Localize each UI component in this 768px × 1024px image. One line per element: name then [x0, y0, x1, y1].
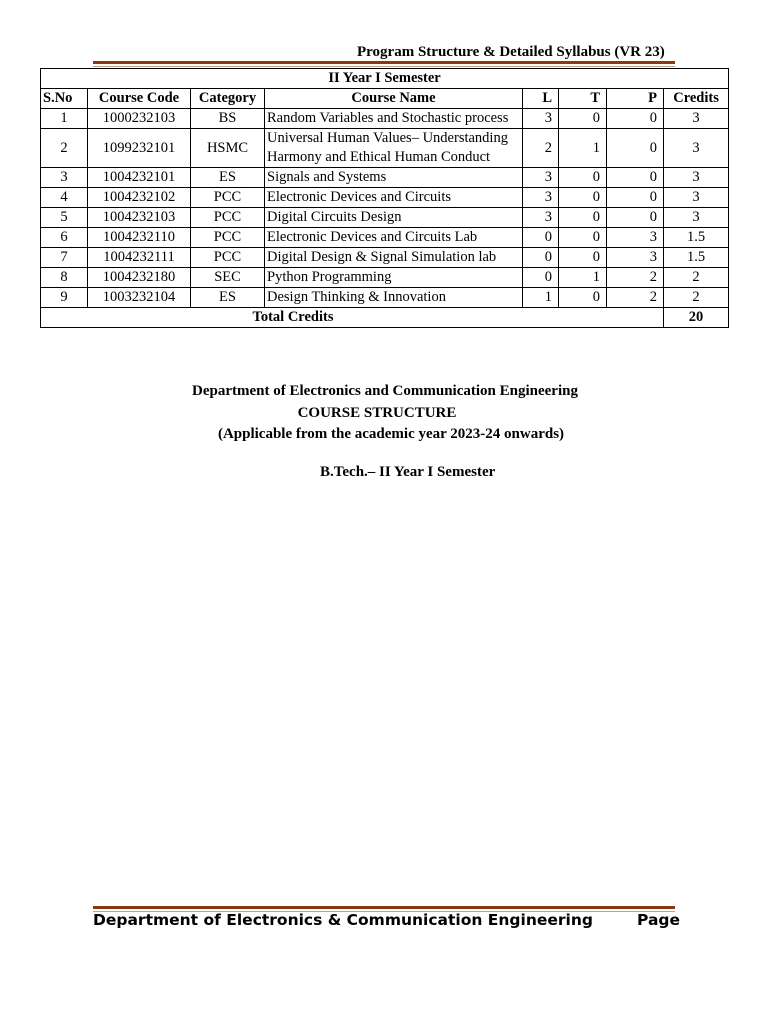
cell-tutorial: 0: [559, 248, 607, 268]
cell-category: HSMC: [191, 129, 265, 168]
col-header-p: P: [607, 89, 664, 109]
applicable-note: (Applicable from the academic year 2023-24 onwards): [217, 426, 565, 442]
cell-course-name: Design Thinking & Innovation: [265, 288, 523, 308]
cell-lecture: 0: [523, 248, 559, 268]
table-row: [41, 168, 729, 188]
semester-subtitle: B.Tech.– II Year I Semester: [320, 464, 496, 480]
cell-course-name: Python Programming: [265, 268, 523, 288]
semester-title-row: [41, 69, 729, 89]
header-rule: [93, 61, 675, 67]
cell-lecture: 3: [523, 188, 559, 208]
cell-tutorial: 0: [559, 228, 607, 248]
col-header-l: L: [523, 89, 559, 109]
cell-category: PCC: [191, 228, 265, 248]
cell-sno: 1: [41, 109, 88, 129]
col-header-category: Category: [191, 89, 265, 109]
cell-practical: 0: [607, 109, 664, 129]
cell-course-code: 1003232104: [88, 288, 191, 308]
cell-sno: 7: [41, 248, 88, 268]
cell-practical: 3: [607, 228, 664, 248]
col-header-t: T: [559, 89, 607, 109]
cell-sno: 8: [41, 268, 88, 288]
cell-course-name: Electronic Devices and Circuits Lab: [265, 228, 523, 248]
col-header-credits: Credits: [664, 89, 729, 109]
cell-course-code: 1004232102: [88, 188, 191, 208]
cell-practical: 0: [607, 208, 664, 228]
cell-category: ES: [191, 288, 265, 308]
cell-sno: 2: [41, 129, 88, 168]
cell-credits: 2: [664, 288, 729, 308]
table-row: [41, 129, 729, 168]
cell-credits: 1.5: [664, 248, 729, 268]
cell-course-name: Electronic Devices and Circuits: [265, 188, 523, 208]
cell-sno: 9: [41, 288, 88, 308]
department-title: Department of Electronics and Communication Engineering: [192, 383, 578, 399]
cell-course-code: 1004232103: [88, 208, 191, 228]
cell-course-code: 1099232101: [88, 129, 191, 168]
page-header-title: Program Structure & Detailed Syllabus (VR 23): [357, 44, 665, 60]
cell-course-code: 1004232110: [88, 228, 191, 248]
cell-course-name: Digital Circuits Design: [265, 208, 523, 228]
course-structure-table: [40, 68, 729, 328]
cell-lecture: 0: [523, 228, 559, 248]
cell-credits: 2: [664, 268, 729, 288]
col-header-sno: S.No: [41, 89, 88, 109]
table-row: [41, 208, 729, 228]
cell-tutorial: 0: [559, 168, 607, 188]
footer-department: Department of Electronics & Communication Engineering: [93, 911, 593, 929]
cell-sno: 3: [41, 168, 88, 188]
cell-lecture: 2: [523, 129, 559, 168]
cell-practical: 2: [607, 288, 664, 308]
cell-course-code: 1004232180: [88, 268, 191, 288]
table-row: [41, 248, 729, 268]
cell-category: PCC: [191, 248, 265, 268]
cell-category: PCC: [191, 208, 265, 228]
cell-course-code: 1004232111: [88, 248, 191, 268]
cell-practical: 2: [607, 268, 664, 288]
cell-practical: 0: [607, 129, 664, 168]
cell-category: BS: [191, 109, 265, 129]
cell-course-code: 1000232103: [88, 109, 191, 129]
table-row: [41, 268, 729, 288]
course-rows: [41, 109, 729, 308]
table-row: [41, 228, 729, 248]
cell-lecture: 3: [523, 168, 559, 188]
footer-page-label: Page: [637, 911, 681, 929]
cell-course-code: 1004232101: [88, 168, 191, 188]
table-row: [41, 188, 729, 208]
cell-tutorial: 1: [559, 268, 607, 288]
cell-course-name: Digital Design & Signal Simulation lab: [265, 248, 523, 268]
cell-credits: 3: [664, 168, 729, 188]
cell-lecture: 3: [523, 208, 559, 228]
total-credits-row: [41, 308, 729, 328]
cell-course-name: Random Variables and Stochastic process: [265, 109, 523, 129]
cell-lecture: 3: [523, 109, 559, 129]
col-header-code: Course Code: [88, 89, 191, 109]
cell-sno: 4: [41, 188, 88, 208]
total-credits-value: 20: [664, 308, 729, 328]
cell-category: ES: [191, 168, 265, 188]
cell-tutorial: 0: [559, 188, 607, 208]
cell-sno: 6: [41, 228, 88, 248]
cell-practical: 0: [607, 188, 664, 208]
cell-credits: 1.5: [664, 228, 729, 248]
cell-credits: 3: [664, 129, 729, 168]
cell-credits: 3: [664, 188, 729, 208]
cell-practical: 0: [607, 168, 664, 188]
cell-credits: 3: [664, 208, 729, 228]
table-row: [41, 109, 729, 129]
semester-title: II Year I Semester: [41, 69, 729, 89]
cell-lecture: 0: [523, 268, 559, 288]
cell-credits: 3: [664, 109, 729, 129]
column-header-row: [41, 89, 729, 109]
course-structure-title: COURSE STRUCTURE: [297, 405, 457, 421]
cell-category: PCC: [191, 188, 265, 208]
cell-category: SEC: [191, 268, 265, 288]
col-header-name: Course Name: [265, 89, 523, 109]
cell-practical: 3: [607, 248, 664, 268]
cell-tutorial: 0: [559, 208, 607, 228]
cell-sno: 5: [41, 208, 88, 228]
cell-tutorial: 0: [559, 109, 607, 129]
total-credits-label: Total Credits: [41, 308, 664, 328]
cell-course-name: Universal Human Values– Understanding Harmony and Ethical Human Conduct: [265, 129, 523, 168]
cell-lecture: 1: [523, 288, 559, 308]
table-row: [41, 288, 729, 308]
cell-tutorial: 0: [559, 288, 607, 308]
cell-course-name: Signals and Systems: [265, 168, 523, 188]
cell-tutorial: 1: [559, 129, 607, 168]
